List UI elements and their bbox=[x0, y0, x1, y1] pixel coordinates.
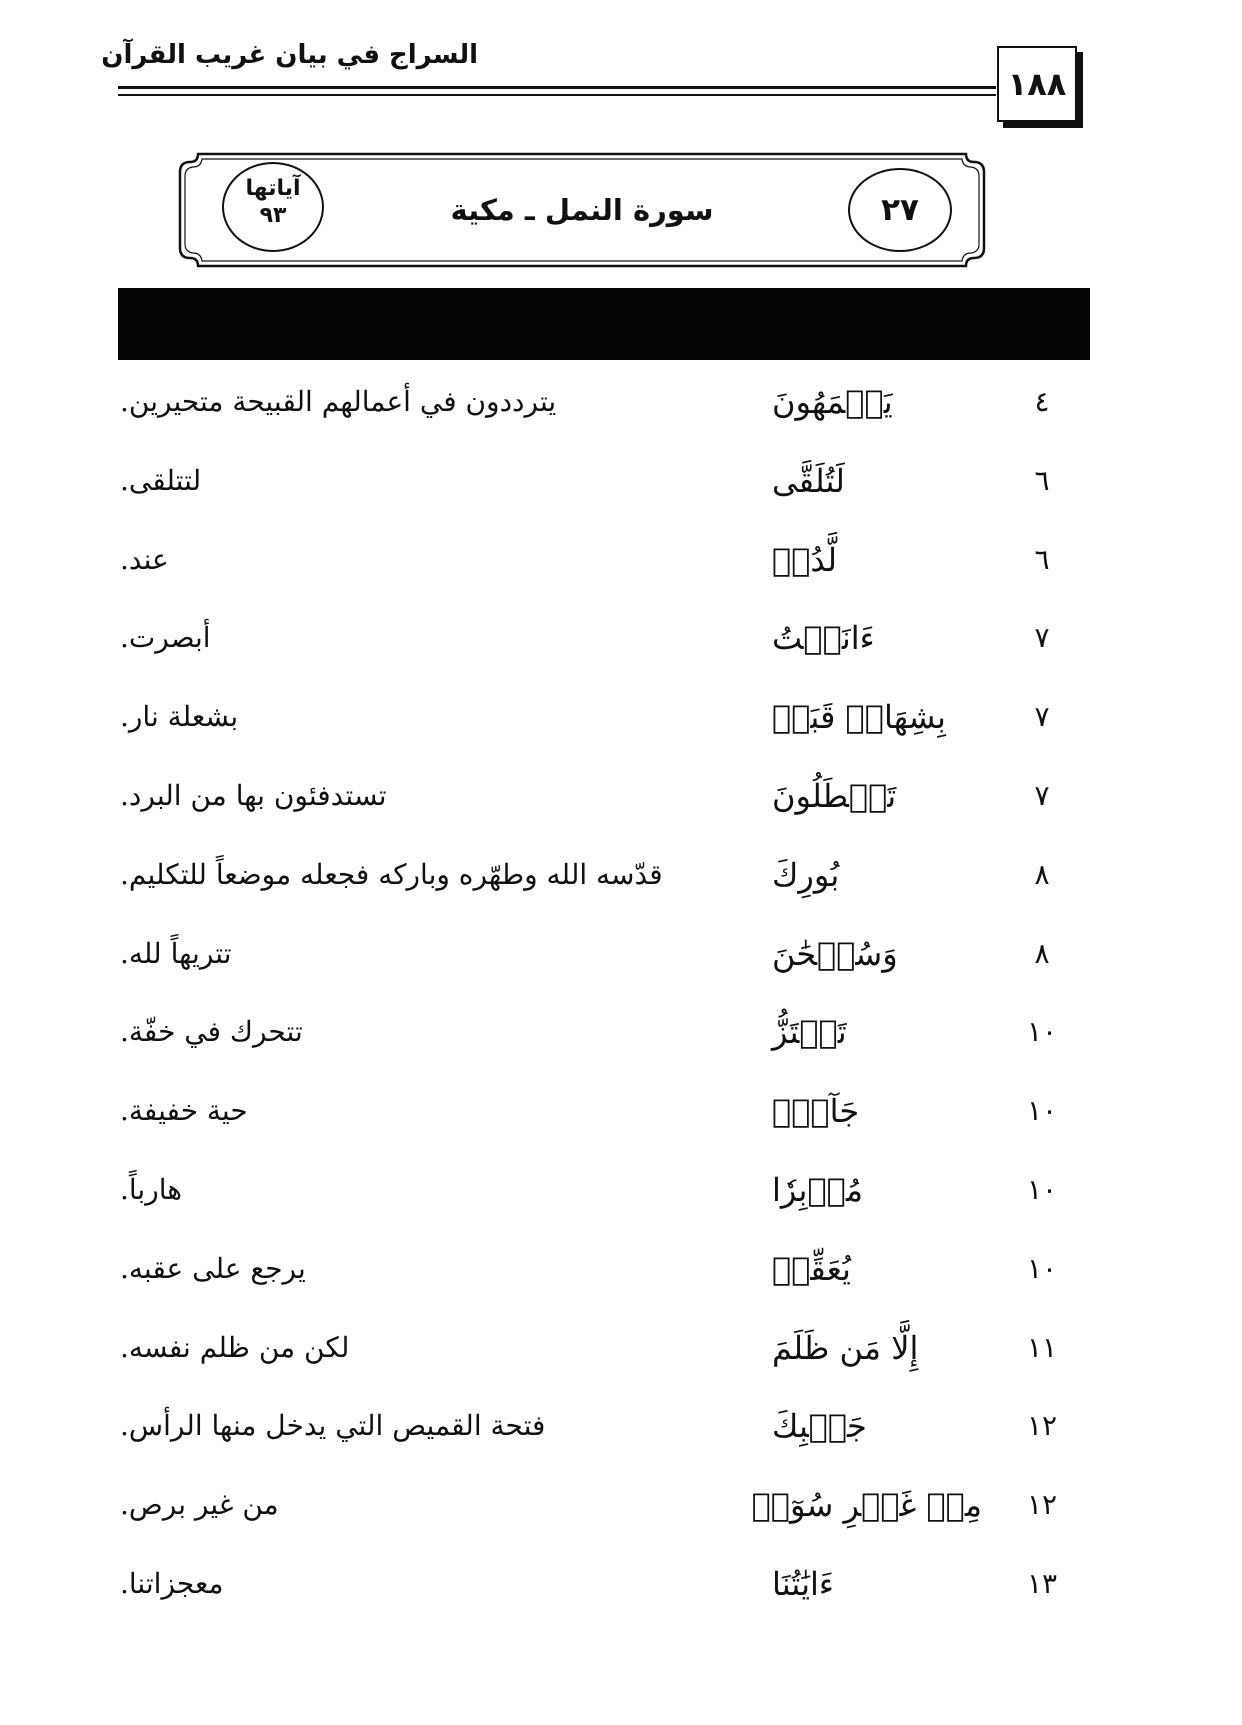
book-title: السراج في بيان غريب القرآن bbox=[101, 40, 478, 70]
verse-number: ٧ bbox=[1034, 778, 1050, 812]
glossary-row bbox=[0, 1318, 1242, 1397]
glossary-row bbox=[0, 845, 1242, 924]
term-meaning: يرجع على عقبه. bbox=[120, 1251, 306, 1285]
header-rule-thin bbox=[118, 94, 996, 96]
glossary-row bbox=[0, 1239, 1242, 1318]
quran-term: ءَايَٰتُنَا bbox=[772, 1564, 834, 1603]
verse-number: ١٢ bbox=[1026, 1409, 1058, 1443]
term-meaning: تتحرك في خفّة. bbox=[120, 1015, 303, 1049]
term-meaning: فتحة القميص التي يدخل منها الرأس. bbox=[120, 1409, 546, 1443]
surah-number-badge: ٢٧ bbox=[848, 168, 952, 252]
glossary-row bbox=[0, 608, 1242, 687]
quran-term: جَيۡبِكَ bbox=[772, 1407, 867, 1446]
quran-term: بِشِهَابٖ قَبَسٖ bbox=[772, 698, 946, 737]
quran-term: إِلَّا مَن ظَلَمَ bbox=[772, 1328, 919, 1367]
term-meaning: يترددون في أعمالهم القبيحة متحيرين. bbox=[120, 385, 557, 418]
glossary-row bbox=[0, 1554, 1242, 1633]
glossary-row bbox=[0, 687, 1242, 766]
verse-number: ٤ bbox=[1034, 385, 1050, 418]
term-meaning: تتريهاً لله. bbox=[120, 936, 232, 970]
verse-number: ١٣ bbox=[1026, 1566, 1058, 1600]
term-meaning: عند. bbox=[120, 542, 169, 576]
quran-term: يُعَقِّبۡ bbox=[772, 1249, 851, 1288]
glossary-row bbox=[0, 1396, 1242, 1475]
term-meaning: معجزاتنا. bbox=[120, 1566, 224, 1600]
verse-number: ٨ bbox=[1034, 936, 1050, 970]
quran-term: جَآنّٞ bbox=[772, 1092, 860, 1131]
term-meaning: لكن من ظلم نفسه. bbox=[120, 1330, 350, 1364]
quran-term: مُدۡبِرٗا bbox=[772, 1170, 863, 1209]
verse-number: ١١ bbox=[1026, 1330, 1058, 1364]
glossary-row bbox=[0, 1475, 1242, 1554]
glossary-row bbox=[0, 1081, 1242, 1160]
glossary-row bbox=[0, 924, 1242, 1003]
glossary-row bbox=[0, 1002, 1242, 1081]
verse-number: ١٢ bbox=[1026, 1488, 1058, 1522]
term-meaning: بشعلة نار. bbox=[120, 700, 239, 734]
glossary-row bbox=[0, 530, 1242, 609]
glossary-list bbox=[0, 372, 1242, 1633]
quran-term: يَعۡمَهُونَ bbox=[772, 383, 893, 421]
surah-title: سورة النمل ـ مكية bbox=[450, 193, 714, 227]
quran-term: تَصۡطَلُونَ bbox=[772, 776, 897, 815]
glossary-row bbox=[0, 766, 1242, 845]
surah-banner bbox=[176, 152, 988, 268]
quran-term: لَّدُنۡ bbox=[772, 540, 837, 579]
verse-number: ٧ bbox=[1034, 621, 1050, 655]
verse-count-value: ٩٣ bbox=[259, 203, 287, 228]
verse-number: ١٠ bbox=[1026, 1094, 1058, 1128]
glossary-row bbox=[0, 1160, 1242, 1239]
verse-count-badge bbox=[222, 162, 324, 252]
black-divider-bar bbox=[118, 288, 1090, 360]
glossary-row bbox=[0, 372, 1242, 451]
quran-term: تَهۡتَزُّ bbox=[772, 1013, 847, 1052]
verse-number: ٧ bbox=[1034, 700, 1050, 734]
glossary-row bbox=[0, 451, 1242, 530]
term-meaning: قدّسه الله وطهّره وباركه فجعله موضعاً للتكليم. bbox=[120, 857, 663, 891]
header-rule bbox=[118, 86, 996, 89]
verse-number: ١٠ bbox=[1026, 1251, 1058, 1285]
term-meaning: حية خفيفة. bbox=[120, 1094, 248, 1128]
verse-number: ٨ bbox=[1034, 857, 1050, 891]
term-meaning: من غير برص. bbox=[120, 1488, 279, 1522]
term-meaning: لتتلقى. bbox=[120, 463, 202, 497]
quran-term: وَسُبۡحَٰنَ bbox=[772, 934, 898, 973]
term-meaning: تستدفئون بها من البرد. bbox=[120, 778, 387, 812]
verse-number: ١٠ bbox=[1026, 1172, 1058, 1206]
verse-number: ٦ bbox=[1034, 463, 1050, 497]
term-meaning: أبصرت. bbox=[120, 621, 211, 655]
verse-number: ٦ bbox=[1034, 542, 1050, 576]
page-number: ١٨٨ bbox=[997, 46, 1077, 122]
verse-count-label: آياتها bbox=[245, 176, 301, 201]
quran-term: مِنۡ غَيۡرِ سُوٓءٖ bbox=[751, 1486, 982, 1525]
quran-term: لَتُلَقَّى bbox=[772, 461, 845, 500]
verse-number: ١٠ bbox=[1026, 1015, 1058, 1049]
quran-term: بُورِكَ bbox=[772, 855, 840, 894]
quran-term: ءَانَسۡتُ bbox=[772, 619, 875, 658]
term-meaning: هارباً. bbox=[120, 1172, 183, 1206]
